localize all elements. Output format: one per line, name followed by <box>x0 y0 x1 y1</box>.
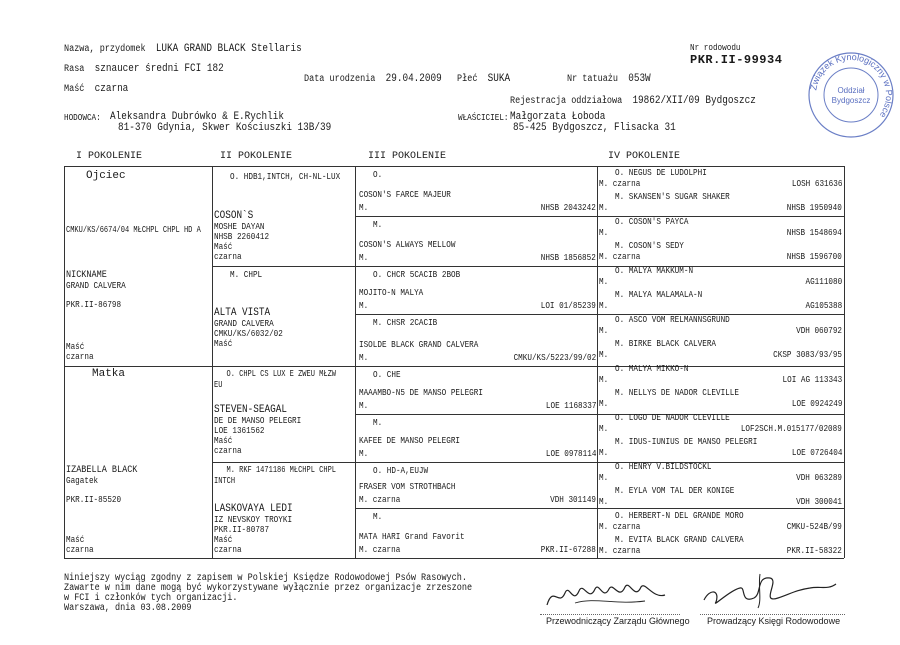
sire-color-label: Maść <box>66 342 85 352</box>
gen4-reg: NHSB 1548694 <box>786 228 842 238</box>
gen4-color: M. <box>599 497 609 507</box>
gen4-reg: VDH 300041 <box>796 497 842 507</box>
gen4-reg: CKSP 3083/93/95 <box>773 350 842 360</box>
gen2-reg: CMKU/KS/6032/02 <box>214 329 283 339</box>
footer-line3: w FCI i członków tych organizacji. <box>64 593 238 604</box>
gen3-head: M. <box>373 512 383 522</box>
footer-line4: Warszawa, dnia 03.08.2009 <box>64 603 192 614</box>
tattoo-row <box>567 73 651 85</box>
gen3-head: O. CHE <box>373 370 401 380</box>
gen3-color: M. <box>359 353 369 363</box>
gen2-titles: O. CHPL CS LUX E ZWEU MŁZW EU <box>214 369 337 390</box>
gen3-name: MATA HARI Grand Favorit <box>359 532 465 542</box>
gen2-color: czarna <box>214 446 242 456</box>
pedigree-no-label: Nr rodowodu <box>690 43 741 53</box>
gen2-name2: IZ NEVSKOY TROYKI <box>214 515 293 525</box>
gen4-color: M. <box>599 375 609 385</box>
owner-label: WŁAŚCICIEL: <box>458 113 509 123</box>
col-header-1: I POKOLENIE <box>76 151 143 162</box>
gen4-name: M. COSON'S SEDY <box>615 241 684 251</box>
breed-label: Rasa <box>64 64 85 75</box>
gen4-reg: VDH 063289 <box>796 473 842 483</box>
gen2-color-label: Maść <box>214 242 233 252</box>
signature-registrar <box>700 570 840 610</box>
stamp-ring-text: Związek Kynologiczny w Polsce <box>808 51 895 120</box>
sire-color: czarna <box>66 352 94 362</box>
dam-kennel: Gagatek <box>66 476 99 486</box>
gen4-reg: NHSB 1596700 <box>786 252 842 262</box>
gen2-name2: DE DE MANSO PELEGRI <box>214 416 302 426</box>
gen3-head: M. CHSR 2CACIB <box>373 318 438 328</box>
dob-row <box>304 73 510 85</box>
gen3-name: COSON'S ALWAYS MELLOW <box>359 240 456 250</box>
gen4-name: O. HERBERT-N DEL GRANDE MORO <box>615 511 744 521</box>
dam-color-label: Maść <box>66 535 85 545</box>
gen2-color-label: Maść <box>214 436 233 446</box>
gen4-name: M. BIRKE BLACK CALVERA <box>615 339 717 349</box>
gen4-name: O. MALYA MAKKUM-N <box>615 266 694 276</box>
gen4-color: M. czarna <box>599 252 641 262</box>
kennel-club-stamp <box>806 50 896 140</box>
gen4-color: M. <box>599 473 609 483</box>
gen2-name: ALTA VISTA <box>214 307 271 319</box>
dam-name: IZABELLA BLACK <box>66 465 138 476</box>
registration-label: Rejestracja oddziałowa <box>510 96 623 107</box>
gen3-head: O. HD-A,EUJW <box>373 466 429 476</box>
gen3-color: M. <box>359 401 369 411</box>
gen4-name: M. SKANSEN'S SUGAR SHAKER <box>615 192 730 202</box>
tattoo-label: Nr tatuażu <box>567 74 619 85</box>
gen3-name: COSON'S FARCE MAJEUR <box>359 190 451 200</box>
gen3-reg: LOE 1168337 <box>545 401 596 411</box>
gen2-color-label: Maść <box>214 339 233 349</box>
registration-row <box>510 95 756 107</box>
col-header-3: III POKOLENIE <box>368 151 447 162</box>
gen2-titles: O. HDB1,INTCH, CH-NL-LUX <box>230 172 341 182</box>
dam-reg: PKR.II-85520 <box>66 495 122 505</box>
gen3-name: KAFEE DE MANSO PELEGRI <box>359 436 461 446</box>
name-row <box>64 43 302 55</box>
gen4-reg: AG105388 <box>805 301 842 311</box>
gen3-name: FRASER VOM STROTHBACH <box>359 482 456 492</box>
gen2-name2: GRAND CALVERA <box>214 319 274 329</box>
gen3-reg: CMKU/KS/5223/99/02 <box>513 353 596 363</box>
gen4-name: M. EYLA VOM TAL DER KONIGE <box>615 486 735 496</box>
gen2-name2: MOSHE DAYAN <box>214 222 265 232</box>
gen4-color: M. <box>599 399 609 409</box>
gen4-name: M. EVITA BLACK GRAND CALVERA <box>615 535 744 545</box>
gen4-name: O. HENRY V.BILDSTOCKL <box>615 462 712 472</box>
gen4-reg: VDH 060792 <box>796 326 842 336</box>
registration-value: 19862/XII/09 Bydgoszcz <box>632 95 756 107</box>
color-row <box>64 83 128 95</box>
pedigree-no-value: PKR.II-99934 <box>690 53 783 67</box>
gen2-name: LASKOVAYA LEDI <box>214 503 293 515</box>
gen4-color: M. czarna <box>599 546 641 556</box>
stamp-center-line2: Bydgoszcz <box>831 96 871 105</box>
owner-line1: Małgorzata Łoboda <box>510 111 606 123</box>
gen3-head: O. CHCR 5CACIB 2BOB <box>373 270 461 280</box>
gen3-head: M. <box>373 220 383 230</box>
gen2-reg: PKR.II-80787 <box>214 525 270 535</box>
gen3-reg: NHSB 1856852 <box>540 253 596 263</box>
dob-label: Data urodzenia <box>304 74 376 85</box>
gen4-color: M. <box>599 326 609 336</box>
gen4-reg: PKR.II-58322 <box>786 546 842 556</box>
gen3-reg: VDH 301149 <box>550 495 596 505</box>
breeder-line1: Aleksandra Dubrówko & E.Rychlik <box>110 111 284 123</box>
sire-kennel: GRAND CALVERA <box>66 281 126 291</box>
gen4-reg: LOF2SCH.M.015177/02089 <box>740 424 842 434</box>
gen2-reg: NHSB 2260412 <box>214 232 270 242</box>
sex-value: SUKA <box>487 73 511 85</box>
footer-line1: Niniejszy wyciąg zgodny z zapisem w Polskiej Księdze Rodowodowej Psów Rasowych. <box>64 573 467 584</box>
col-header-4: IV POKOLENIE <box>608 151 681 162</box>
gen2-color-label: Maść <box>214 535 233 545</box>
gen2-name: COSON`S <box>214 210 254 222</box>
sig1-caption: Przewodniczący Zarządu Głównego <box>546 616 690 626</box>
gen4-name: O. COSON'S PAYCA <box>615 217 689 227</box>
gen4-name: O. NEGUS DE LUDOLPHI <box>615 168 707 178</box>
gen3-name: MOJITO-N MALYA <box>359 288 424 298</box>
footer-line2: Zawarte w nim dane mogą być wykorzystywane wyłącznie przez organizacje zrzeszone <box>64 583 473 594</box>
sire-role: Ojciec <box>86 170 126 182</box>
color-value: czarna <box>94 83 129 95</box>
gen4-color: M. <box>599 277 609 287</box>
name-label: Nazwa, przydomek <box>64 44 146 55</box>
gen3-reg: LOI 01/85239 <box>540 301 596 311</box>
gen4-color: M. <box>599 301 609 311</box>
gen3-color: M. <box>359 449 369 459</box>
sire-name: NICKNAME <box>66 270 107 281</box>
gen4-name: M. IDUS-IUNIUS DE MANSO PELEGRI <box>615 437 758 447</box>
gen3-reg: NHSB 2043242 <box>540 203 596 213</box>
gen3-color: M. czarna <box>359 545 401 555</box>
name-value: LUKA GRAND BLACK Stellaris <box>155 43 302 55</box>
gen4-reg: LOE 0924249 <box>791 399 842 409</box>
gen4-color: M. czarna <box>599 522 641 532</box>
sire-reg: PKR.II-86798 <box>66 300 122 310</box>
gen4-reg: LOE 0726404 <box>791 448 842 458</box>
gen4-color: M. <box>599 203 609 213</box>
gen2-titles: M. RKF 1471186 MŁCHPL CHPL INTCH <box>214 465 337 486</box>
sig2-caption: Prowadzący Księgi Rodowodowe <box>707 616 841 626</box>
gen3-name: ISOLDE BLACK GRAND CALVERA <box>359 340 479 350</box>
gen4-reg: LOSH 631636 <box>791 179 842 189</box>
gen4-name: M. NELLYS DE NADOR CLEVILLE <box>615 388 739 398</box>
gen3-color: M. czarna <box>359 495 401 505</box>
gen4-reg: AG111080 <box>805 277 842 287</box>
gen3-color: M. <box>359 253 369 263</box>
gen3-reg: LOE 0978114 <box>545 449 596 459</box>
gen3-color: M. <box>359 301 369 311</box>
sex-label: Płeć <box>457 74 478 85</box>
gen4-reg: LOI AG 113343 <box>782 375 842 385</box>
sire-titles: CMKU/KS/6674/04 MŁCHPL CHPL HD A <box>66 225 201 235</box>
gen4-name: O. ASCO VOM RELMANNSGRUND <box>615 315 730 325</box>
gen4-name: O. MALYA MIKKO-N <box>615 364 689 374</box>
gen3-color: M. <box>359 203 369 213</box>
breeder-line2: 81-370 Gdynia, Skwer Kościuszki 13B/39 <box>118 122 332 134</box>
gen4-color: M. czarna <box>599 179 641 189</box>
gen4-reg: CMKU-524B/99 <box>786 522 842 532</box>
dam-color: czarna <box>66 545 94 555</box>
gen2-name: STEVEN-SEAGAL <box>214 404 287 416</box>
gen2-titles: M. CHPL <box>230 270 263 280</box>
signature-chairman <box>545 575 675 615</box>
gen3-name: MAAAMBO-N5 DE MANSO PELEGRI <box>359 388 483 398</box>
dam-role: Matka <box>92 368 126 380</box>
gen4-color: M. <box>599 350 609 360</box>
color-label: Maść <box>64 84 85 95</box>
gen4-color: M. <box>599 448 609 458</box>
gen2-color: czarna <box>214 545 242 555</box>
gen4-color: M. <box>599 424 609 434</box>
breeder-label: HODOWCA: <box>64 113 101 123</box>
dob-value: 29.04.2009 <box>385 73 442 85</box>
stamp-center-line1: Oddział <box>837 86 865 95</box>
owner-line2: 85-425 Bydgoszcz, Flisacka 31 <box>513 122 676 134</box>
gen4-name: M. MALYA MALAMALA-N <box>615 290 703 300</box>
gen4-color: M. <box>599 228 609 238</box>
gen2-color: czarna <box>214 252 242 262</box>
breed-value: sznaucer średni FCI 182 <box>94 63 224 75</box>
gen2-reg: LOE 1361562 <box>214 426 265 436</box>
breed-row <box>64 63 224 75</box>
gen4-reg: NHSB 1950940 <box>786 203 842 213</box>
gen3-head: M. <box>373 418 383 428</box>
tattoo-value: 053W <box>628 73 651 85</box>
col-header-2: II POKOLENIE <box>220 151 293 162</box>
gen4-name: O. LOGO DE NADOR CLEVILLE <box>615 413 730 423</box>
gen3-head: O. <box>373 170 383 180</box>
gen3-reg: PKR.II-67288 <box>540 545 596 555</box>
